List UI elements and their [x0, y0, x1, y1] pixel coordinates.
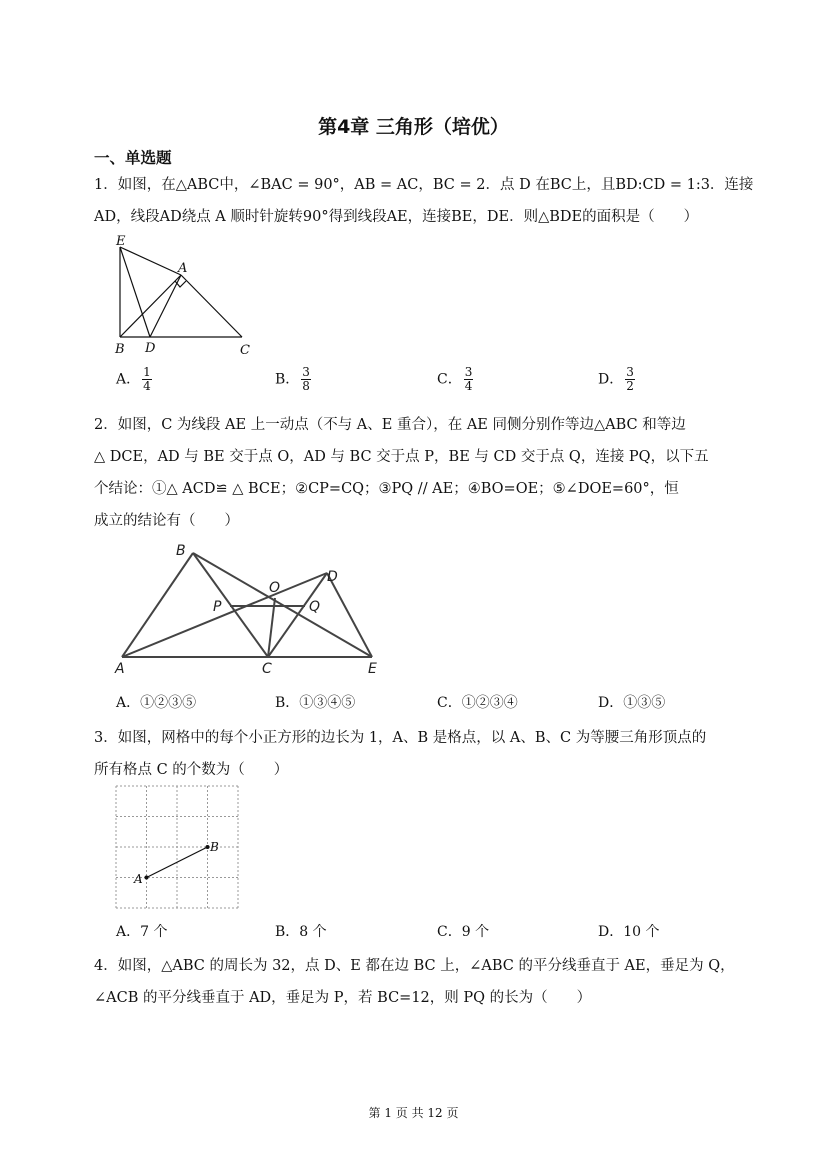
option-key: A．	[116, 371, 141, 388]
q2-label-B: B	[176, 543, 186, 559]
q2-text-line4: 成立的结论有（ ）	[94, 513, 239, 529]
denominator: 2	[626, 379, 634, 393]
numerator: 1	[143, 365, 151, 379]
q1-label-B: B	[115, 342, 125, 357]
numerator: 3	[302, 365, 310, 379]
q4-text-line1: 4．如图，△ABC 的周长为 32，点 D、E 都在边 BC 上，∠ABC 的平分线垂直于 AE，垂足为 Q，	[94, 958, 735, 974]
option-key: D．	[598, 371, 624, 388]
q1-option-a[interactable]	[116, 366, 152, 393]
q2-label-A: A	[115, 661, 125, 677]
q1-label-E: E	[116, 234, 126, 249]
q3-label-B: B	[210, 840, 219, 854]
numerator: 3	[464, 365, 473, 379]
section-heading: 一、单选题	[94, 149, 172, 167]
q1-text-line2: AD，线段AD绕点 A 顺时针旋转90°得到线段AE，连接BE，DE．则△BDE的面积是（ ）	[94, 209, 699, 225]
q1-text-line1: 1．如图，在△ABC中，∠BAC = 90°，AB = AC，BC = 2．点 D 在BC上，且BD:CD = 1:3．连接	[94, 177, 754, 193]
q2-label-P: P	[213, 599, 222, 615]
q2-label-E: E	[368, 661, 377, 677]
q2-label-D: D	[327, 569, 338, 585]
option-key: B．	[275, 371, 300, 388]
q2-text-line3: 个结论：①△ ACD≌ △ BCE；②CP=CQ；③PQ // AE；④BO=OE；⑤∠DOE=60°，恒	[94, 481, 679, 497]
q1-label-C: C	[240, 343, 250, 358]
q4-text-line2: ∠ACB 的平分线垂直于 AD，垂足为 P，若 BC=12，则 PQ 的长为（ ）	[94, 990, 592, 1006]
q2-label-C: C	[262, 661, 272, 677]
q2-option-b[interactable]: B．①③④⑤	[275, 695, 356, 711]
q3-grid	[116, 786, 238, 908]
page-footer: 第 1 页 共 12 页	[368, 1106, 459, 1120]
q2-option-a[interactable]: A．①②③⑤	[116, 695, 197, 711]
q1-option-b[interactable]	[275, 366, 311, 393]
numerator: 3	[626, 365, 634, 379]
q3-option-c[interactable]: C．9 个	[437, 924, 490, 940]
denominator: 4	[143, 379, 151, 393]
page-title: 第4章 三角形（培优）	[318, 116, 509, 138]
q2-label-O: O	[269, 580, 281, 596]
denominator: 8	[302, 379, 310, 393]
q2-text-line2: △ DCE，AD 与 BE 交于点 O，AD 与 BC 交于点 P，BE 与 CD 交于点 Q，连接 PQ，以下五	[94, 449, 709, 465]
q1-label-A: A	[178, 261, 188, 276]
q2-option-c[interactable]: C．①②③④	[437, 695, 518, 711]
q3-option-b[interactable]: B．8 个	[275, 924, 327, 940]
q3-text-line2: 所有格点 C 的个数为（ ）	[94, 762, 289, 778]
q3-option-d[interactable]: D．10 个	[598, 924, 660, 940]
q2-label-Q: Q	[309, 599, 321, 615]
option-key: C．	[437, 371, 462, 388]
q3-text-line1: 3．如图，网格中的每个小正方形的边长为 1，A、B 是格点，以 A、B、C 为等腰三角形顶点的	[94, 730, 707, 746]
q1-option-c[interactable]	[437, 366, 473, 393]
denominator: 4	[464, 379, 473, 393]
q1-option-d[interactable]	[598, 366, 635, 393]
q1-label-D: D	[145, 341, 156, 356]
q2-text-line1: 2．如图，C 为线段 AE 上一动点（不与 A、E 重合），在 AE 同侧分别作等边△ABC 和等边	[94, 417, 686, 433]
q2-option-d[interactable]: D．①③⑤	[598, 695, 666, 711]
q3-label-A: A	[134, 872, 143, 886]
q3-option-a[interactable]: A．7 个	[116, 924, 168, 940]
